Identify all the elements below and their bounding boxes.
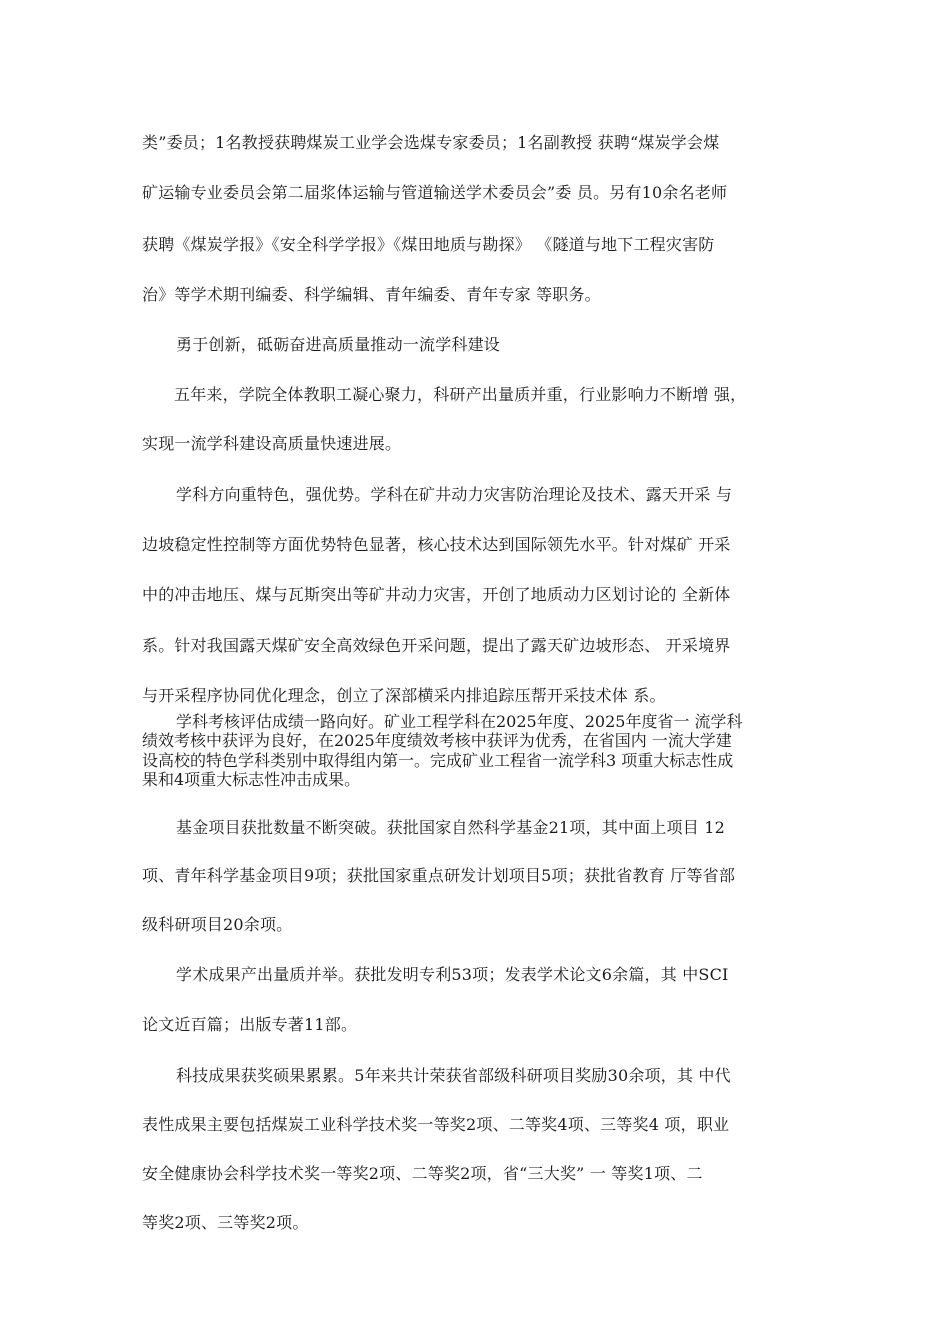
section-heading: 勇于创新，砥砺奋进高质量推动一流学科建设: [176, 335, 501, 354]
text-line: 矿运输专业委员会第二届浆体运输与管道输送学术委员会”委 员。另有10余名老师: [142, 183, 728, 202]
text-line: 科技成果获奖硕果累累。5年来共计荣获省部级科研项目奖励30余项，其 中代: [176, 1066, 731, 1085]
text-line: 学科考核评估成绩一路向好。矿业工程学科在2025年度、2025年度省一 流学科: [176, 712, 743, 731]
text-line: 五年来，学院全体教职工凝心聚力，科研产出量质并重，行业影响力不断增 强，: [174, 385, 747, 404]
text-line: 项、青年科学基金项目9项；获批国家重点研发计划项目5项；获批省教育 厅等省部: [142, 866, 736, 885]
text-line: 绩效考核中获评为良好，在2025年度绩效考核中获评为优秀，在省国内 一流大学建: [142, 731, 732, 750]
text-line: 中的冲击地压、煤与瓦斯突出等矿井动力灾害，开创了地质动力区划讨论的 全新体: [142, 585, 731, 604]
text-line: 获聘《煤炭学报》《安全科学学报》《煤田地质与勘探》 《隧道与地下工程灾害防: [142, 235, 715, 254]
text-line: 果和4项重大标志性冲击成果。: [142, 770, 361, 789]
text-line: 类”委员；1名教授获聘煤炭工业学会选煤专家委员；1名副教授 获聘“煤炭学会煤: [142, 133, 720, 152]
text-line: 等奖2项、三等奖2项。: [142, 1213, 309, 1232]
text-line: 学科方向重特色，强优势。学科在矿井动力灾害防治理论及技术、露天开采 与: [176, 485, 733, 504]
text-line: 学术成果产出量质并举。获批发明专利53项；发表学术论文6余篇，其 中SCI: [176, 965, 729, 984]
text-line: 安全健康协会科学技术奖一等奖2项、二等奖2项，省“三大奖” 一 等奖1项、二: [142, 1164, 703, 1183]
text-line: 边坡稳定性控制等方面优势特色显著，核心技术达到国际领先水平。针对煤矿 开采: [142, 535, 731, 554]
text-line: 治》等学术期刊编委、科学编辑、青年编委、青年专家 等职务。: [142, 285, 601, 304]
text-line: 系。针对我国露天煤矿安全高效绿色开采问题，提出了露天矿边坡形态、 开采境界: [142, 636, 731, 655]
text-line: 基金项目获批数量不断突破。获批国家自然科学基金21项，其中面上项目 12: [176, 818, 726, 837]
text-line: 论文近百篇；出版专著11部。: [142, 1015, 358, 1034]
text-line: 表性成果主要包括煤炭工业科学技术奖一等奖2项、二等奖4项、三等奖4 项，职业: [142, 1115, 730, 1134]
text-line: 设高校的特色学科类别中取得组内第一。完成矿业工程省一流学科3 项重大标志性成: [142, 751, 734, 770]
text-line: 实现一流学科建设高质量快速进展。: [142, 434, 402, 453]
text-line: 与开采程序协同优化理念，创立了深部横采内排追踪压帮开采技术体 系。: [142, 686, 666, 705]
text-line: 级科研项目20余项。: [142, 915, 293, 934]
